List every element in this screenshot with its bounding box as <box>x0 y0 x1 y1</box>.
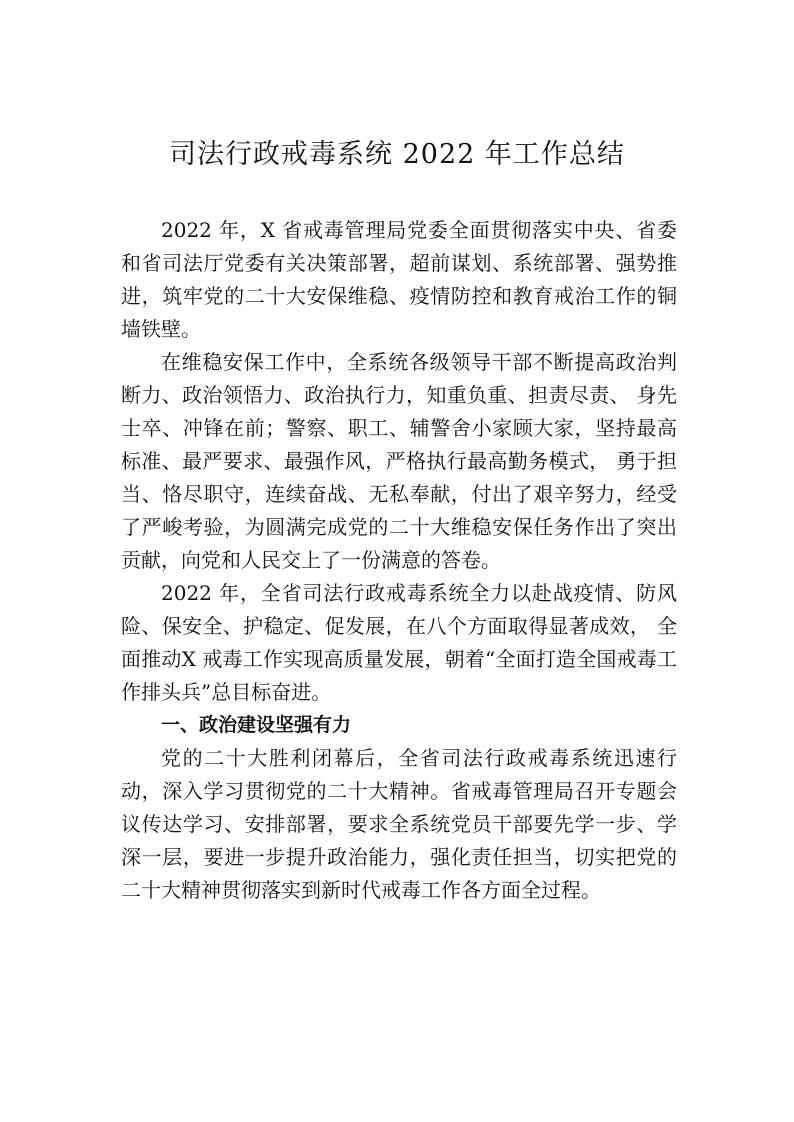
security-paragraph: 在维稳安保工作中，全系统各级领导干部不断提高政治判断力、政治领悟力、政治执行力，知重负重、担责尽责、 身先士卒、冲锋在前；警察、职工、辅警舍小家顾大家，坚持最高标准、最严要求、最强作风，严格执行最高勤务模式， 勇于担当、恪尽职守，连续奋战、无私奉献，付出了艰辛努力，经受了严峻考验，为圆满完成党的二十大维稳安保任务作出了突出贡献，向党和人民交上了一份满意的答卷。 <box>121 350 677 572</box>
section-paragraph: 党的二十大胜利闭幕后，全省司法行政戒毒系统迅速行动，深入学习贯彻党的二十大精神。省戒毒管理局召开专题会议传达学习、安排部署，要求全系统党员干部要先学一步、学深一层，要进一步提升政治能力，强化责任担当，切实把党的二十大精神贯彻落实到新时代戒毒工作各方面全过程。 <box>121 746 677 902</box>
intro-paragraph: 2022 年，X 省戒毒管理局党委全面贯彻落实中央、省委和省司法厅党委有关决策部署，超前谋划、系统部署、强势推进，筑牢党的二十大安保维稳、疫情防控和教育戒治工作的铜墙铁壁。 <box>121 218 677 341</box>
document-title: 司法行政戒毒系统 2022 年工作总结 <box>169 139 625 170</box>
document-body <box>121 214 677 907</box>
section-heading: 一、政治建设坚强有力 <box>161 714 352 736</box>
achievements-paragraph: 2022 年，全省司法行政戒毒系统全力以赴战疫情、防风险、保安全、护稳定、促发展，在八个方面取得显著成效， 全面推动X 戒毒工作实现高质量发展，朝着“全面打造全国戒毒工作排头兵”总目标奋进。 <box>121 581 677 704</box>
